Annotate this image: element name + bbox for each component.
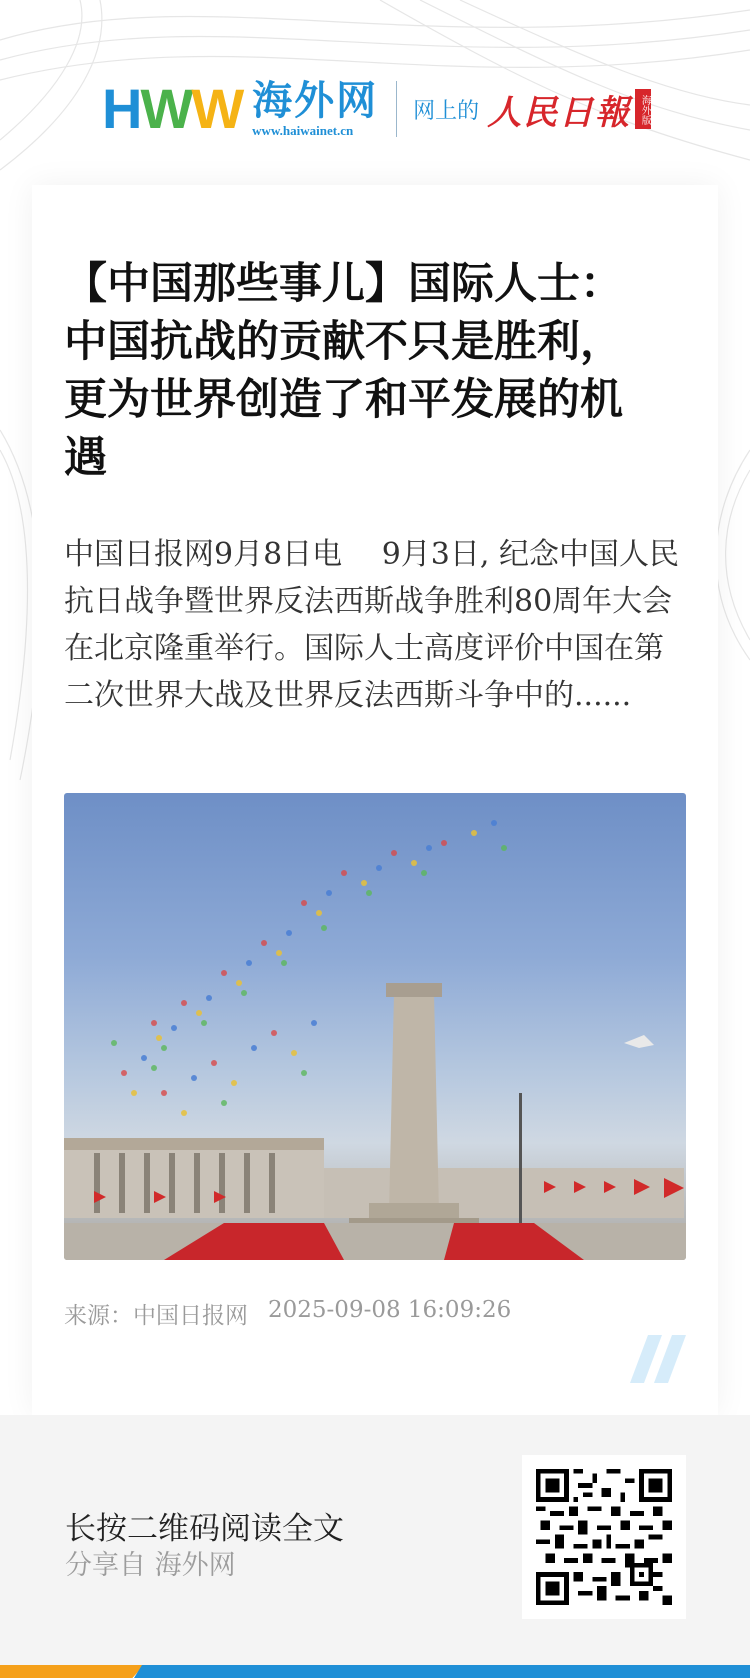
logo-hww-mark: H W W bbox=[102, 77, 243, 140]
logo-text bbox=[252, 79, 378, 139]
header bbox=[0, 0, 750, 185]
people-daily-logo: 人民日報 bbox=[487, 92, 632, 133]
logo-url: www.haiwainet.cn bbox=[252, 123, 354, 138]
online-label: 网上的 bbox=[413, 98, 480, 124]
article-card[interactable] bbox=[32, 185, 718, 1415]
footer-share-source: 分享自 海外网 bbox=[65, 1550, 236, 1581]
article-meta bbox=[64, 1297, 511, 1330]
haiwainet-logo[interactable] bbox=[102, 78, 651, 140]
balloons bbox=[111, 820, 507, 1116]
edition-seal: 海外版 bbox=[635, 89, 651, 129]
article-title: 【中国那些事儿】国际人士：中国抗战的贡献不只是胜利，更为世界创造了和平发展的机遇 bbox=[64, 259, 623, 483]
footer bbox=[0, 1415, 750, 1665]
qr-code-icon bbox=[536, 1469, 672, 1605]
photo-illustration bbox=[64, 793, 686, 1260]
quote-mark-icon bbox=[626, 1335, 686, 1383]
dove bbox=[624, 1035, 654, 1048]
footer-title: 长按二维码阅读全文 bbox=[65, 1511, 344, 1547]
qr-code[interactable] bbox=[522, 1455, 686, 1619]
article-photo bbox=[64, 793, 686, 1260]
bottom-color-bar bbox=[0, 1665, 750, 1678]
logo-cn-title: 海外网 bbox=[252, 77, 379, 124]
logo-divider bbox=[396, 81, 397, 137]
article-datetime: 2025-09-08 16:09:26 bbox=[268, 1297, 512, 1323]
article-summary: 中国日报网9月8日电 9月3日, 纪念中国人民抗日战争暨世界反法西斯战争胜利80周年大会在北京隆重举行。国际人士高度评价中国在第二次世界大战及世界反法西斯斗争中的...... bbox=[64, 537, 679, 713]
article-source: 来源：中国日报网 bbox=[64, 1303, 248, 1329]
